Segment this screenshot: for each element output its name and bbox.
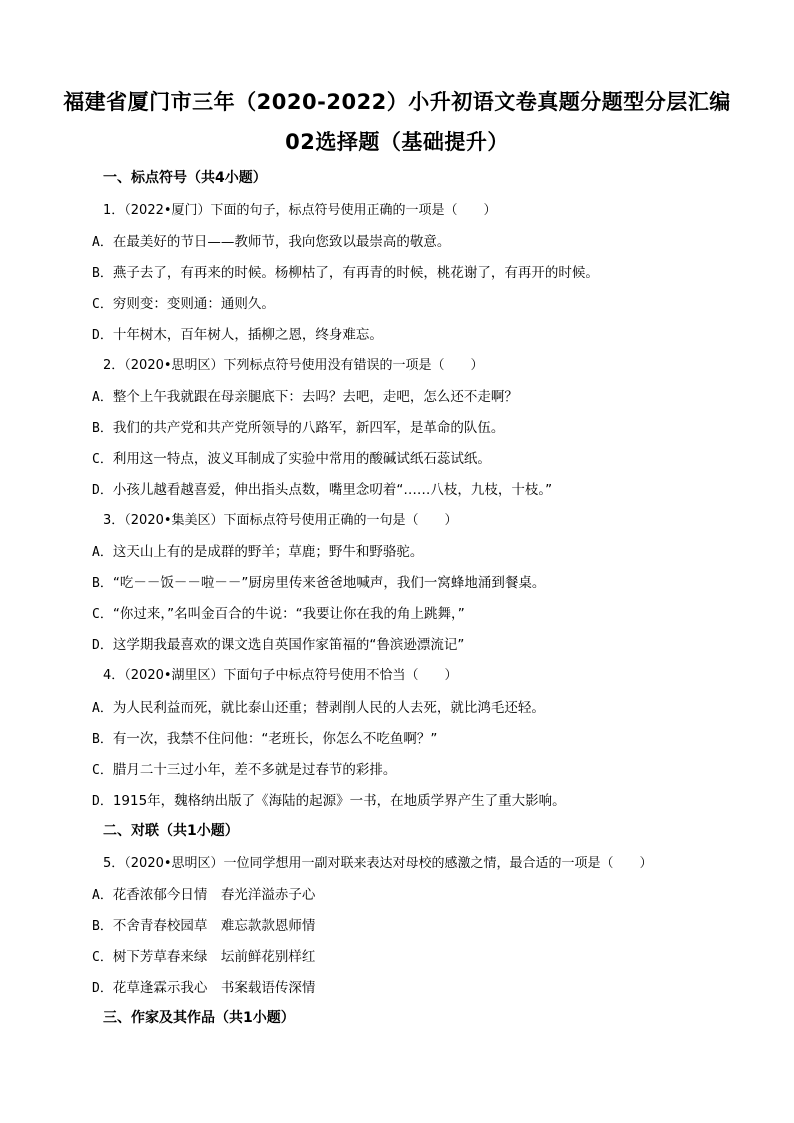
option-label: D． <box>92 981 113 996</box>
option-text: “你过来，”名叫金百合的牛说：“我要让你在我的角上跳舞，” <box>112 606 465 622</box>
question-1-option-a[interactable] <box>92 230 450 250</box>
question-3-option-a[interactable] <box>92 540 423 560</box>
question-1-option-b[interactable] <box>92 261 599 281</box>
option-label: A． <box>92 235 113 250</box>
section-heading-couplet: 二、对联（共1小题） <box>103 823 239 839</box>
question-3-option-d[interactable] <box>92 633 464 653</box>
option-label: D． <box>92 483 113 498</box>
question-4-option-b[interactable] <box>92 727 437 747</box>
question-5-option-a[interactable] <box>92 883 315 903</box>
option-text: 花草逢霖示我心 书案载语传深情 <box>112 980 316 996</box>
option-text: 这天山上有的是成群的野羊；草鹿；野牛和野骆驼。 <box>112 544 424 560</box>
option-text: 利用这一特点，波义耳制成了实验中常用的酸碱试纸石蕊试纸。 <box>112 451 491 467</box>
option-text: 小孩儿越看越喜爱，伸出指头点数，嘴里念叨着“……八枝，九枝，十枝。” <box>112 482 553 498</box>
option-text: 为人民利益而死，就比泰山还重；替剥削人民的人去死，就比鸿毛还轻。 <box>112 700 545 716</box>
question-1-stem: 1．（2022•厦门）下面的句子，标点符号使用正确的一项是（ ） <box>103 203 497 218</box>
option-text: 1915年，魏格纳出版了《海陆的起源》一书，在地质学界产生了重大影响。 <box>112 793 566 809</box>
question-1-option-c[interactable] <box>92 292 275 312</box>
option-label: B． <box>92 421 113 436</box>
option-label: B． <box>92 919 113 934</box>
option-text: 树下芳草春来绿 坛前鲜花别样红 <box>112 949 316 965</box>
question-2-stem: 2．（2020•思明区）下列标点符号使用没有错误的一项是（ ） <box>103 358 484 373</box>
option-label: B． <box>92 576 113 591</box>
option-text: 在最美好的节日——教师节，我向您致以最崇高的敬意。 <box>112 234 451 250</box>
option-text: 整个上午我就跟在母亲腿底下：去吗？去吧，走吧，怎么还不走啊？ <box>112 389 518 405</box>
option-text: 有一次，我禁不住问他：“老班长，你怎么不吃鱼啊？” <box>112 731 438 747</box>
question-4-option-a[interactable] <box>92 696 545 716</box>
question-3-option-c[interactable] <box>92 602 465 622</box>
option-text: 花香浓郁今日情 春光洋溢赤子心 <box>112 887 316 903</box>
option-text: “吃－－饭－－啦－－”厨房里传来爸爸地喊声，我们一窝蜂地涌到餐桌。 <box>112 575 546 591</box>
option-text: 腊月二十三过小年，差不多就是过春节的彩排。 <box>112 762 397 778</box>
document-title-line-2: 02选择题（基础提升） <box>285 130 509 154</box>
option-text: 这学期我最喜欢的课文选自英国作家笛福的“鲁滨逊漂流记” <box>112 637 465 653</box>
option-text: 不舍青春校园草 难忘款款恩师情 <box>112 918 316 934</box>
question-5-option-b[interactable] <box>92 914 315 934</box>
question-3-stem: 3．（2020•集美区）下面标点符号使用正确的一句是（ ） <box>103 513 458 528</box>
question-2-option-c[interactable] <box>92 447 491 467</box>
option-label: C． <box>92 607 113 622</box>
question-2-option-a[interactable] <box>92 385 518 405</box>
option-label: B． <box>92 732 113 747</box>
document-title-line-1: 福建省厦门市三年（2020-2022）小升初语文卷真题分题型分层汇编 <box>63 90 731 114</box>
option-text: 穷则变：变则通：通则久。 <box>112 296 275 312</box>
option-label: D． <box>92 638 113 653</box>
option-text: 十年树木，百年树人，插柳之恩，终身难忘。 <box>112 327 383 343</box>
option-label: A． <box>92 545 113 560</box>
option-label: D． <box>92 328 113 343</box>
option-label: A． <box>92 888 113 903</box>
question-4-option-d[interactable] <box>92 789 566 809</box>
question-2-option-b[interactable] <box>92 416 504 436</box>
option-label: A． <box>92 701 113 716</box>
option-text: 燕子去了，有再来的时候。杨柳枯了，有再青的时候，桃花谢了，有再开的时候。 <box>112 265 599 281</box>
question-4-option-c[interactable] <box>92 758 396 778</box>
question-2-option-d[interactable] <box>92 478 552 498</box>
question-4-stem: 4．（2020•湖里区）下面句子中标点符号使用不恰当（ ） <box>103 668 458 683</box>
question-5-option-d[interactable] <box>92 976 315 996</box>
question-3-option-b[interactable] <box>92 571 545 591</box>
option-label: A． <box>92 390 113 405</box>
option-label: C． <box>92 763 113 778</box>
option-label: C． <box>92 950 113 965</box>
section-heading-punctuation: 一、标点符号（共4小题） <box>103 170 267 186</box>
question-5-stem: 5．（2020•思明区）一位同学想用一副对联来表达对母校的感激之情，最合适的一项是（ ） <box>103 856 653 871</box>
question-1-option-d[interactable] <box>92 323 383 343</box>
option-label: D． <box>92 794 113 809</box>
option-label: C． <box>92 297 113 312</box>
question-5-option-c[interactable] <box>92 945 315 965</box>
option-label: B． <box>92 266 113 281</box>
option-label: C． <box>92 452 113 467</box>
section-heading-authors-works: 三、作家及其作品（共1小题） <box>103 1010 295 1026</box>
option-text: 我们的共产党和共产党所领导的八路军，新四军，是革命的队伍。 <box>112 420 505 436</box>
